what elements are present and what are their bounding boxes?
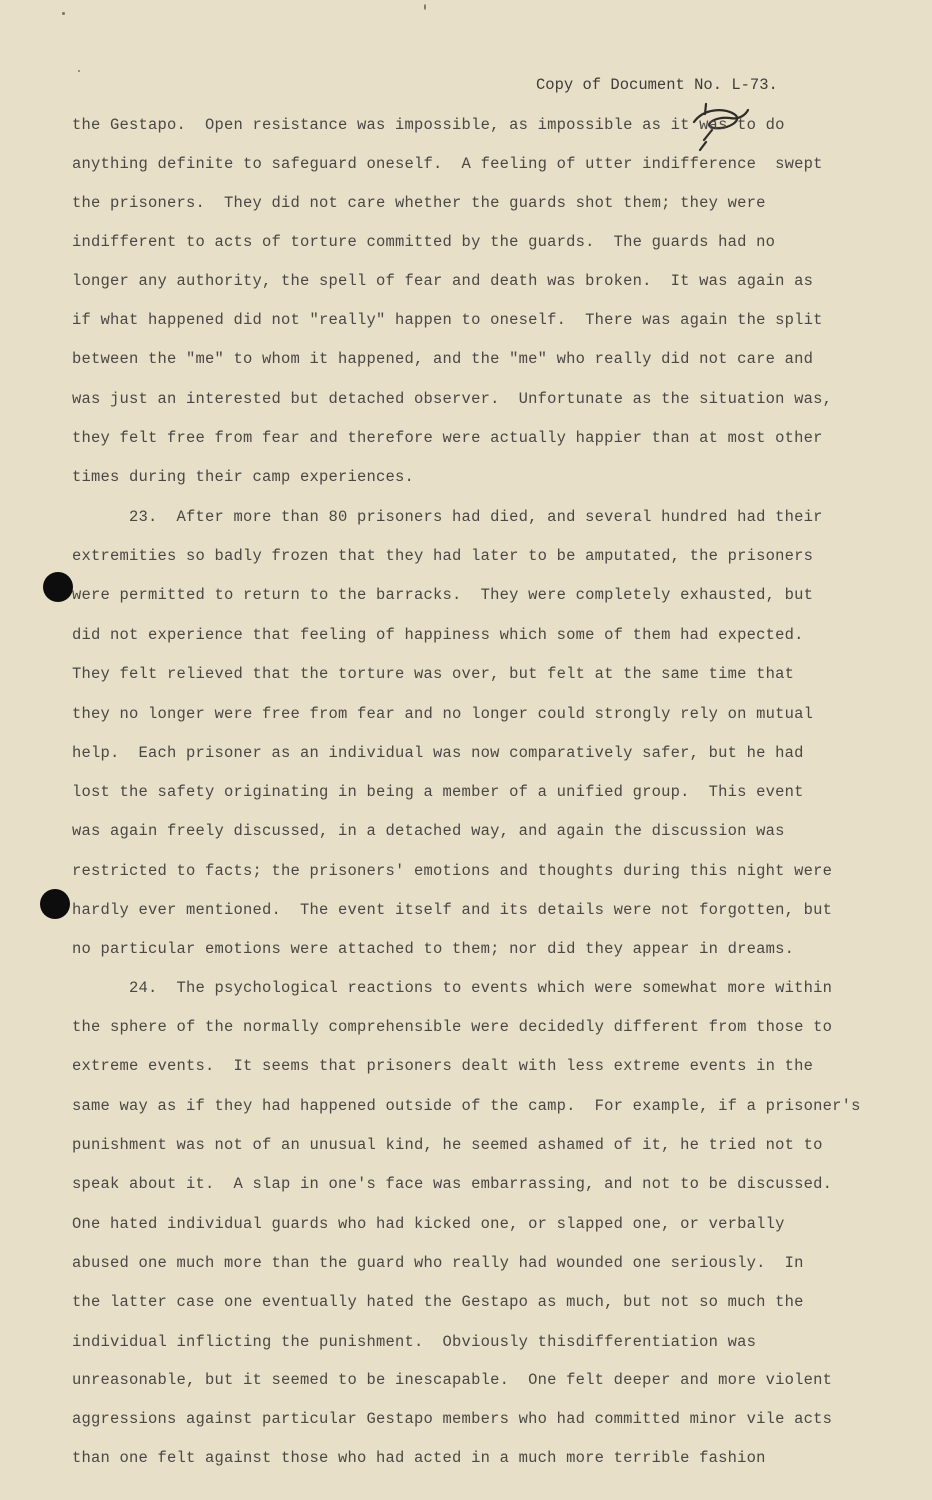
text-line: between the "me" to whom it happened, and the "me" who really did not care and	[72, 350, 814, 368]
binder-punch-hole	[43, 572, 73, 602]
text-line: extremities so badly frozen that they had later to be amputated, the prisoners	[72, 547, 814, 565]
paper-speck	[62, 12, 65, 15]
text-line: they no longer were free from fear and no longer could strongly rely on mutual	[72, 705, 814, 723]
text-line: unreasonable, but it seemed to be inescapable. One felt deeper and more violent	[72, 1371, 833, 1389]
text-line: help. Each prisoner as an individual was now comparatively safer, but he had	[72, 744, 804, 762]
text-line: restricted to facts; the prisoners' emotions and thoughts during this night were	[72, 862, 833, 880]
text-line: were permitted to return to the barracks. They were completely exhausted, but	[72, 586, 814, 604]
text-line: the Gestapo. Open resistance was impossible, as impossible as it was to do	[72, 116, 785, 134]
text-line: abused one much more than the guard who really had wounded one seriously. In	[72, 1254, 804, 1272]
paper-speck	[424, 4, 426, 10]
text-line: if what happened did not "really" happen to oneself. There was again the split	[72, 311, 823, 329]
text-line: did not experience that feeling of happiness which some of them had expected.	[72, 626, 804, 644]
text-line: same way as if they had happened outside of the camp. For example, if a prisoner's	[72, 1097, 861, 1115]
text-line: They felt relieved that the torture was over, but felt at the same time that	[72, 665, 795, 683]
text-line: speak about it. A slap in one's face was embarrassing, and not to be discussed.	[72, 1175, 833, 1193]
text-line: was just an interested but detached observer. Unfortunate as the situation was,	[72, 390, 833, 408]
text-line: lost the safety originating in being a member of a unified group. This event	[72, 783, 804, 801]
document-number-header: Copy of Document No. L-73.	[536, 76, 778, 94]
text-line: punishment was not of an unusual kind, he seemed ashamed of it, he tried not to	[72, 1136, 823, 1154]
text-line: they felt free from fear and therefore were actually happier than at most other	[72, 429, 823, 447]
text-line: the sphere of the normally comprehensible were decidedly different from those to	[72, 1018, 833, 1036]
text-line: individual inflicting the punishment. Obviously thisdifferentiation was	[72, 1333, 757, 1351]
text-line: indifferent to acts of torture committed by the guards. The guards had no	[72, 233, 776, 251]
binder-punch-hole	[40, 889, 70, 919]
paper-speck	[78, 70, 80, 72]
text-line: the prisoners. They did not care whether the guards shot them; they were	[72, 194, 766, 212]
text-line: aggressions against particular Gestapo members who had committed minor vile acts	[72, 1410, 833, 1428]
text-line: 23. After more than 80 prisoners had died, and several hundred had their	[72, 508, 823, 526]
text-line: no particular emotions were attached to them; nor did they appear in dreams.	[72, 940, 795, 958]
text-line: the latter case one eventually hated the Gestapo as much, but not so much the	[72, 1293, 804, 1311]
text-line: anything definite to safeguard oneself. A feeling of utter indifference swept	[72, 155, 823, 173]
text-line: was again freely discussed, in a detached way, and again the discussion was	[72, 822, 785, 840]
text-line: 24. The psychological reactions to events which were somewhat more within	[72, 979, 833, 997]
text-line: than one felt against those who had acted in a much more terrible fashion	[72, 1449, 766, 1467]
text-line: times during their camp experiences.	[72, 468, 415, 486]
text-line: One hated individual guards who had kicked one, or slapped one, or verbally	[72, 1215, 785, 1233]
text-line: longer any authority, the spell of fear and death was broken. It was again as	[72, 272, 814, 290]
text-line: extreme events. It seems that prisoners dealt with less extreme events in the	[72, 1057, 814, 1075]
text-line: hardly ever mentioned. The event itself and its details were not forgotten, but	[72, 901, 833, 919]
